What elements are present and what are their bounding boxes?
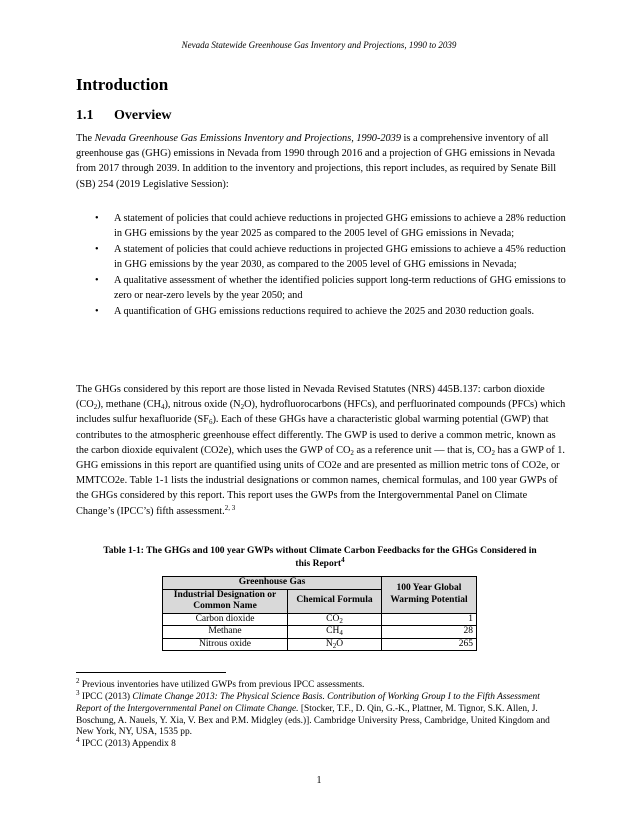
gas-formula (288, 613, 382, 626)
footnote-text: [Stocker, T.F., D. Qin, G.-K., Plattner, M. Tignor, S.K. Allen, J. Boschung, A. Nauels, Y. Xia, V. Bex and P.M. Midgley (eds.)]. Cambridge University Press, Cambridge, United Kingdom and New York, NY, USA, 1535 pp. (76, 703, 550, 738)
subscript: 2 (339, 616, 343, 625)
subscript: 2 (350, 448, 354, 457)
footnote-ref: 4 (341, 555, 345, 564)
section-heading: Introduction (76, 75, 169, 94)
footnote-3 (76, 689, 566, 739)
formula-tail: O (336, 638, 344, 649)
ghg-table (162, 576, 477, 651)
para2-text: ). Each of these GHGs have a characteristic global warming potential (GWP) that contributes to the atmospheric greenhouse effect differently. The GWP is used to derive a common metric, known as the carbon dioxide equivalent (CO2e), which uses the GWP of CO (76, 414, 556, 456)
footnote-text: IPCC (2013) (79, 692, 133, 702)
list-item-text: A statement of policies that could achieve reductions in projected GHG emissions to achieve a 45% reduction in GHG emissions by the year 2030, as compared to the 2005 level of GHG emissions in Nevada; (114, 243, 566, 271)
formula-base: CH (326, 626, 340, 636)
subscript: 6 (208, 418, 213, 427)
gas-formula (288, 626, 382, 639)
formula-base: CO (326, 613, 340, 624)
para2-text: has a GWP of 1. GHG emissions in this report are quantified using units of CO2e and are presented as million metric tons of CO2e, or MMTCO2e. Table 1-1 lists the industrial designations or common names, chemical formulas, and 100 year GWPs of the GHGs considered by this report. This report uses the GWPs from the Intergovernmental Panel on Climate Change’s (IPCC’s) fifth assessment. (76, 444, 565, 517)
subsection-title: Overview (114, 108, 172, 123)
list-item-text: A qualitative assessment of whether the identified policies support long-term reductions of GHG emissions to zero or near-zero levels by the year 2050; and (114, 274, 566, 302)
bullet-glyph: • (95, 274, 99, 286)
gwp-header: 100 Year Global Warming Potential (382, 577, 477, 614)
formula-header: Chemical Formula (288, 589, 382, 613)
para1-text-b: is a comprehensive inventory of all greenhouse gas (GHG) emissions in Nevada from 1990 through 2016 and a projection of GHG emissions in Nevada from 2017 through 2039. In addition to the inventory and projections, this report includes, as required by Senate Bill (SB) 254 (2019 Legislative Session): (76, 133, 557, 190)
subscript: 4 (339, 629, 343, 637)
bullet-glyph: • (95, 305, 99, 317)
list-item (76, 304, 566, 319)
subsection-number: 1.1 (76, 108, 94, 123)
footnote-ref: 2, 3 (224, 503, 236, 512)
ghg-paragraph (76, 382, 566, 519)
formula-base: N (325, 638, 333, 649)
footnote-mark: 2 (76, 677, 80, 685)
page-number: 1 (316, 775, 322, 786)
para2-text: ), methane (CH (97, 399, 161, 411)
list-item (76, 211, 566, 241)
footnote-4 (76, 736, 566, 751)
bullet-glyph: • (95, 213, 99, 224)
footnote-2 (76, 677, 566, 692)
para2-text: as a reference unit — that is, CO (353, 444, 492, 456)
table-caption (100, 545, 540, 570)
subscript: 2 (332, 641, 337, 650)
footnote-text: Previous inventories have utilized GWPs from previous IPCC assessments. (79, 680, 365, 690)
list-item (76, 242, 566, 272)
list-item-text: A statement of policies that could achieve reductions in projected GHG emissions to achieve a 28% reduction in GHG emissions by the year 2025 as compared to the 2005 level of GHG emissions in Nevada; (114, 213, 566, 240)
footnote-mark: 3 (76, 689, 80, 697)
subscript: 2 (93, 403, 98, 412)
subscript: 4 (161, 403, 165, 412)
running-header: Nevada Statewide Greenhouse Gas Inventory and Projections, 1990 to 2039 (181, 40, 457, 50)
group-header: Greenhouse Gas (163, 577, 382, 590)
gas-name: Carbon dioxide (163, 613, 288, 626)
gas-formula (288, 638, 382, 651)
list-item-text: A quantification of GHG emissions reductions required to achieve the 2025 and 2030 reduction goals. (114, 305, 535, 317)
footnote-italic-title: Climate Change 2013: The Physical Science Basis. Contribution of Working Group I to the Fifth Assessment Report of the Intergovernmental Panel on Climate Change. (76, 692, 540, 714)
gas-gwp: 265 (382, 638, 477, 651)
para1-text-a: The (76, 133, 95, 144)
list-item (76, 273, 566, 303)
para2-text: ), nitrous oxide (N (164, 399, 241, 411)
footnote-separator (76, 672, 226, 673)
table-header-row (163, 577, 477, 590)
table-row (163, 613, 477, 626)
gas-gwp: 1 (382, 613, 477, 626)
table-caption-text: Table 1-1: The GHGs and 100 year GWPs without Climate Carbon Feedbacks for the GHGs Considered in this Report (103, 546, 537, 569)
gas-gwp: 28 (382, 626, 477, 639)
name-header: Industrial Designation or Common Name (163, 589, 288, 613)
gas-name: Methane (163, 626, 288, 639)
para2-text: O), hydrofluorocarbons (HFCs), and perfluorinated compounds (PFCs) which includes sulfur hexafluoride (SF (76, 399, 566, 426)
subscript: 2 (491, 448, 495, 457)
overview-paragraph (76, 131, 566, 192)
bullet-glyph: • (95, 243, 99, 255)
para2-text: The GHGs considered by this report are those listed in Nevada Revised Statutes (NRS) 445B.137: carbon dioxide (CO (76, 384, 545, 411)
gas-name: Nitrous oxide (163, 638, 288, 651)
subscript: 2 (240, 403, 245, 412)
footnote-mark: 4 (76, 736, 80, 744)
subsection-heading (76, 108, 172, 124)
requirements-list (76, 211, 566, 319)
report-title-italic: Nevada Greenhouse Gas Emissions Inventory and Projections, 1990-2039 (94, 133, 401, 144)
table-row (163, 626, 477, 639)
table-row (163, 638, 477, 651)
footnote-text: IPCC (2013) Appendix 8 (79, 739, 176, 749)
